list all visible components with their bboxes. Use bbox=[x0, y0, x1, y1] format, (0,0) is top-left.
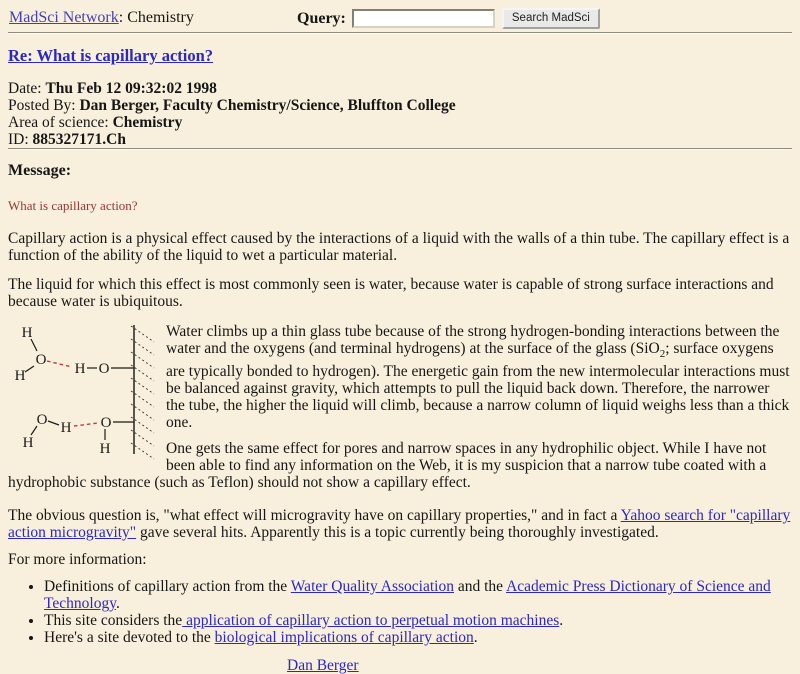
hydrogen-atom-label: H bbox=[99, 441, 111, 457]
search-form bbox=[297, 8, 600, 29]
header-divider bbox=[8, 32, 792, 34]
list-item-perpetual-motion bbox=[44, 612, 792, 629]
item3-period: . bbox=[473, 629, 478, 647]
microgravity-text: The obvious question is, "what effect will microgravity have on capillary properties," and in fact a bbox=[8, 507, 621, 525]
original-question: What is capillary action? bbox=[8, 198, 138, 213]
meta-date-label: Date: bbox=[8, 80, 46, 97]
dan-berger-link[interactable]: Dan Berger bbox=[287, 657, 359, 674]
meta-date-value: Thu Feb 12 09:32:02 1998 bbox=[45, 80, 217, 97]
hydrogen-bonds bbox=[47, 361, 98, 426]
meta-id-label: ID: bbox=[8, 131, 33, 148]
author-signature bbox=[8, 657, 792, 674]
item1-period: . bbox=[115, 595, 120, 613]
search-madsci-button[interactable]: Search MadSci bbox=[502, 8, 600, 29]
meta-area bbox=[8, 114, 792, 131]
glass-wall bbox=[131, 325, 154, 459]
query-input[interactable] bbox=[352, 9, 495, 28]
water-quality-association-link[interactable]: Water Quality Association bbox=[290, 578, 454, 596]
site-section-label: : Chemistry bbox=[118, 9, 194, 26]
list-item-biological bbox=[44, 629, 792, 646]
meta-posted-by-label: Posted By: bbox=[8, 97, 80, 114]
page-title bbox=[8, 47, 792, 64]
item2-text: This site considers the bbox=[44, 612, 183, 630]
paragraph-water-climbs-text-cont: ; surface oxygens are typically bonded to hydrogen). The energetic gain from the new intermolecular interactions must be balanced against gravity, which attempts to pull the liquid back down. Therefore, the narrower the tube, the higher the liquid will climb, because a narrow column of liquid weighs less than a thick one. bbox=[166, 340, 790, 432]
item1-middle-text: and the bbox=[454, 578, 507, 596]
hydrogen-atom-label: H bbox=[22, 435, 34, 451]
academic-press-dictionary-link[interactable]: Academic Press Dictionary of Science and Technology bbox=[44, 578, 771, 613]
hydrogen-atom-label: H bbox=[14, 368, 26, 384]
madsci-network-link[interactable]: MadSci Network bbox=[9, 9, 119, 26]
list-item-definitions bbox=[44, 578, 792, 612]
meta-date bbox=[8, 80, 792, 97]
paragraph-microgravity bbox=[8, 507, 792, 541]
meta-id-value: 885327171.Ch bbox=[32, 131, 126, 148]
meta-posted-by bbox=[8, 97, 792, 114]
hydrogen-atom-label: H bbox=[60, 420, 72, 436]
perpetual-motion-link[interactable]: application of capillary action to perpetual motion machines bbox=[182, 612, 560, 630]
item2-period: . bbox=[559, 612, 564, 630]
query-label: Query: bbox=[297, 10, 346, 27]
paragraph-capillary-definition: Capillary action is a physical effect caused by the interactions of a liquid with the walls of a thin tube. The capillary effect is a function of the ability of the liquid to wet a particular material. bbox=[8, 230, 790, 264]
sio2-subscript: 2 bbox=[659, 348, 666, 361]
paragraph-pores-effect: One gets the same effect for pores and narrow spaces in any hydrophilic object. While I have not been able to find any information on the Web, it is my suspicion that a narrow tube coated with a hydrophobic substance (such as Teflon) should not show a capillary effect. bbox=[8, 440, 767, 492]
paragraph-water-common: The liquid for which this effect is most commonly seen is water, because water is capable of strong surface interactions and because water is ubiquitous. bbox=[8, 276, 774, 310]
item3-text: Here's a site devoted to the bbox=[44, 629, 215, 647]
microgravity-text-cont: gave several hits. Apparently this is a topic currently being thoroughly investigated. bbox=[136, 524, 659, 542]
meta-area-label: Area of science: bbox=[8, 114, 113, 131]
post-meta bbox=[8, 80, 792, 148]
biological-implications-link[interactable]: biological implications of capillary action bbox=[214, 629, 474, 647]
hydrogen-atom-label: H bbox=[74, 361, 86, 377]
post-title-link[interactable]: Re: What is capillary action? bbox=[8, 46, 214, 65]
site-breadcrumb bbox=[9, 9, 194, 26]
meta-id bbox=[8, 131, 792, 148]
more-info-heading: For more information: bbox=[8, 551, 147, 569]
atom-labels bbox=[15, 325, 112, 457]
oxygen-atom-label: O bbox=[98, 361, 110, 377]
meta-divider bbox=[8, 148, 792, 150]
item1-text: Definitions of capillary action from the bbox=[44, 578, 291, 596]
oxygen-atom-label: O bbox=[35, 352, 47, 368]
water-hydrogen-bond-diagram bbox=[8, 323, 158, 461]
oxygen-atom-label: O bbox=[36, 412, 48, 428]
top-bar bbox=[8, 8, 792, 32]
yahoo-search-link[interactable]: Yahoo search for "capillary action microgravity" bbox=[8, 507, 791, 542]
message-heading: Message: bbox=[8, 162, 72, 179]
oxygen-atom-label: O bbox=[100, 415, 112, 431]
meta-posted-by-value: Dan Berger, Faculty Chemistry/Science, Bluffton College bbox=[79, 97, 456, 114]
hydrogen-atom-label: H bbox=[21, 325, 33, 341]
meta-area-value: Chemistry bbox=[112, 114, 183, 131]
reference-link-list bbox=[8, 578, 792, 646]
diagram-and-text-block bbox=[8, 323, 792, 491]
paragraph-water-climbs-text: Water climbs up a thin glass tube because of the strong hydrogen-bonding interactions between the water and the oxygens (and terminal hydrogens) at the surface of the glass (SiO bbox=[166, 323, 780, 357]
